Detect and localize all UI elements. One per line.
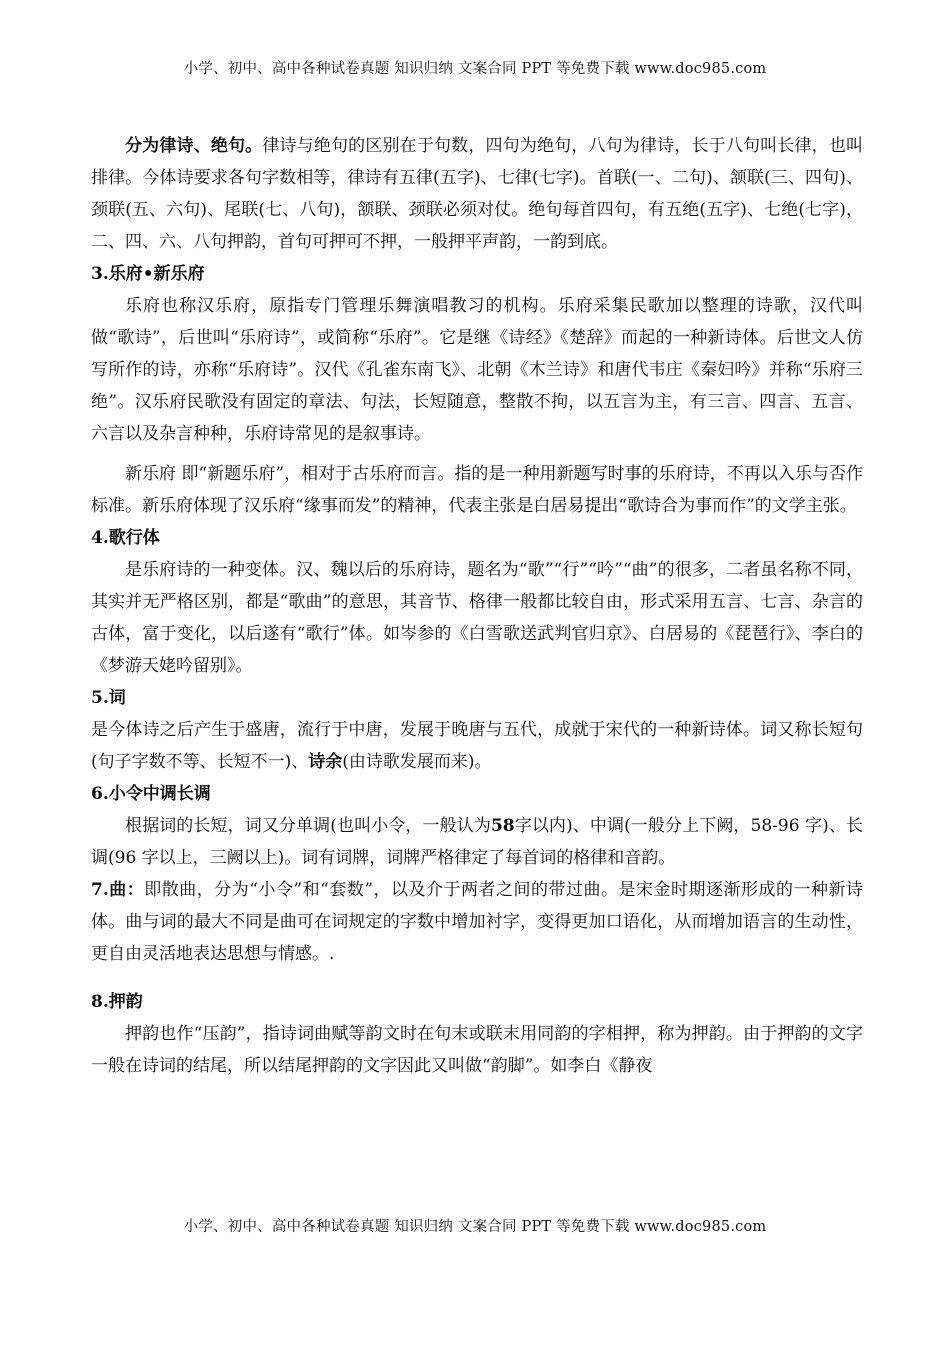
section-3-paragraph-2: 新乐府 即“新题乐府”，相对于古乐府而言。指的是一种用新题写时事的乐府诗，不再以入乐与否作标准。新乐府体现了汉乐府“缘事而发”的精神，代表主张是白居易提出“歌诗合为事而作”的文学主张。 [91,464,863,516]
page-footer: 小学、初中、高中各种试卷真题 知识归纳 文案合同 PPT 等免费下载 www.doc985.com [183,1219,767,1235]
section-5-bold: 诗余 [308,752,343,772]
section-3-heading: 3.乐府•新乐府 [91,264,205,284]
section-6-text-a: 根据词的长短，词又分单调(也叫小令，一般认为 [125,816,491,836]
section-4-heading: 4.歌行体 [91,528,160,548]
intro-bold: 分为律诗、绝句。 [125,136,263,156]
section-6-heading: 6.小令中调长调 [91,784,211,804]
section-6-bold: 58 [490,816,515,836]
section-7-heading: 7.曲： [91,880,145,900]
section-3-paragraph-1: 乐府也称汉乐府，原指专门管理乐舞演唱教习的机构。乐府采集民歌加以整理的诗歌，汉代叫做“歌诗”，后世叫“乐府诗”，或简称“乐府”。它是继《诗经》《楚辞》而起的一种新诗体。后世文人仿写所作的诗，亦称“乐府诗”。汉代《孔雀东南飞》、北朝《木兰诗》和唐代韦庄《秦妇吟》并称“乐府三绝”。汉乐府民歌没有固定的章法、句法，长短随意，整散不拘，以五言为主，有三言、四言、五言、六言以及杂言种种，乐府诗常见的是叙事诗。 [91,296,863,444]
section-5-text-b: (由诗歌发展而来)。 [342,752,492,772]
section-7-paragraph [91,874,863,970]
intro-paragraph [91,130,863,258]
section-5-heading: 5.词 [91,688,126,708]
section-5-paragraph [91,714,863,778]
document-body [91,130,863,1082]
section-8-paragraph: 押韵也作“压韵”，指诗词曲赋等韵文时在句末或联末用同韵的字相押，称为押韵。由于押韵的文字一般在诗词的结尾，所以结尾押韵的文字因此又叫做“韵脚”。如李白《静夜 [91,1024,863,1076]
section-7-text: 即散曲，分为“小令”和“套数”，以及介于两者之间的带过曲。是宋金时期逐渐形成的一种新诗体。曲与词的最大不同是曲可在词规定的字数中增加衬字，变得更加口语化，从而增加语言的生动性，更自由灵活地表达思想与情感。. [91,880,863,964]
intro-text: 律诗与绝句的区别在于句数，四句为绝句，八句为律诗，长于八句叫长律，也叫排律。今体诗要求各句字数相等，律诗有五律(五字)、七律(七字)。首联(一、二句)、颔联(三、四句)、颈联(五、六句)、尾联(七、八句)，颔联、颈联必须对仗。绝句每首四句，有五绝(五字)、七绝(七字)，二、四、六、八句押韵，首句可押可不押，一般押平声韵，一韵到底。 [91,136,864,252]
section-8-heading: 8.押韵 [91,992,143,1012]
section-6-text-b: 字以内)、中调(一般分上下阙，58-96 字)、长调(96 字以上，三阙以上)。词有词牌，词牌严格律定了每首词的格律和音韵。 [91,816,864,868]
section-5-text-a: 是今体诗之后产生于盛唐，流行于中唐，发展于晚唐与五代，成就于宋代的一种新诗体。词又称长短句(句子字数不等、长短不一)、 [91,720,863,772]
section-6-paragraph [91,810,863,874]
page-header: 小学、初中、高中各种试卷真题 知识归纳 文案合同 PPT 等免费下载 www.doc985.com [183,61,767,77]
section-4-paragraph: 是乐府诗的一种变体。汉、魏以后的乐府诗，题名为“歌”“行”“吟”“曲”的很多，二者虽名称不同，其实并无严格区别，都是“歌曲”的意思，其音节、格律一般都比较自由，形式采用五言、七言、杂言的古体，富于变化，以后遂有“歌行”体。如岑参的《白雪歌送武判官归京》、白居易的《琵琶行》、李白的《梦游天姥吟留别》。 [91,560,863,676]
